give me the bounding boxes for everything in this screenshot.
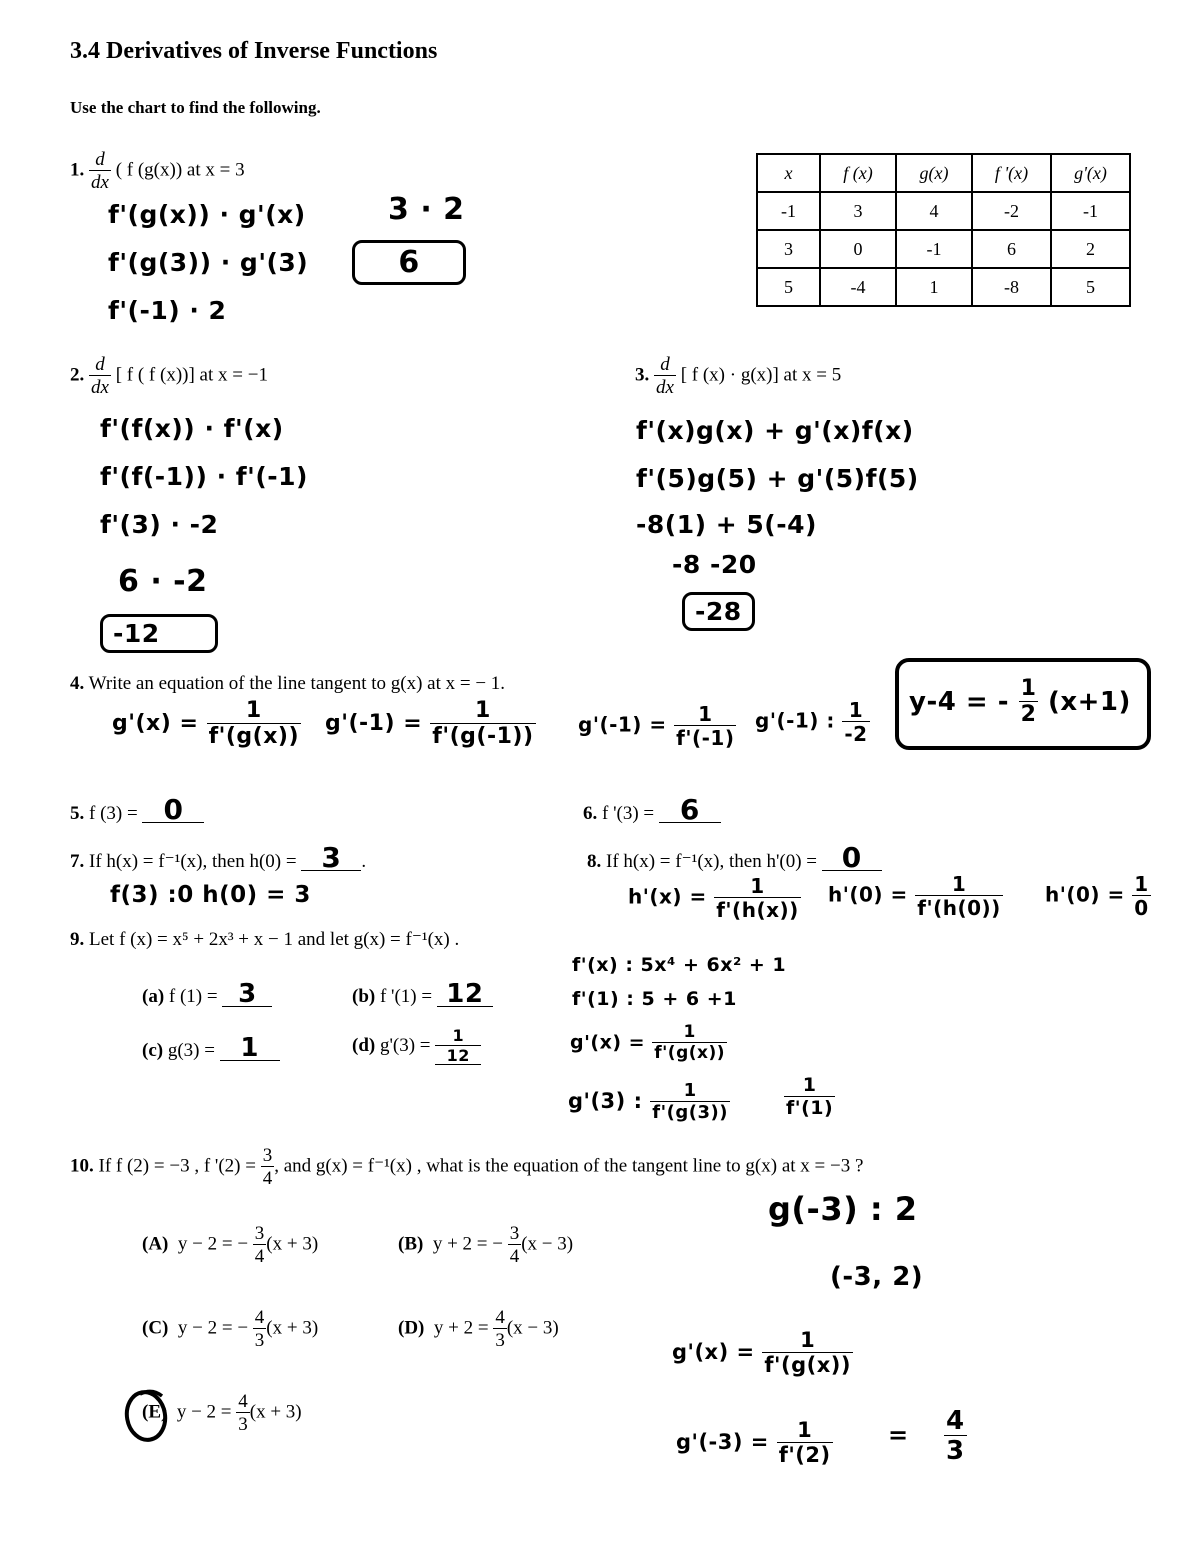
- chart-header: f (x): [820, 154, 896, 192]
- question-text: Write an equation of the line tangent to g(x) at x = − 1.: [88, 673, 506, 694]
- work-line: f'(f(-1)) · f'(-1): [100, 462, 308, 491]
- frac-bottom: 4: [509, 1246, 520, 1267]
- answer-blank: 0: [142, 798, 204, 823]
- frac-top: 3: [254, 1223, 265, 1244]
- question-8: [587, 841, 882, 874]
- work-fraction: [762, 1330, 853, 1376]
- frac-top: 3: [262, 1145, 273, 1166]
- work-text: =: [888, 1421, 909, 1449]
- question-3: [635, 355, 841, 397]
- chart-cell: 6: [972, 230, 1051, 268]
- choice-label: (A): [142, 1233, 169, 1255]
- choice-label: (D): [398, 1317, 425, 1339]
- work-fraction: [674, 704, 736, 748]
- answer-text: y-4 = -: [909, 687, 1010, 717]
- work-line: (-3, 2): [830, 1262, 924, 1292]
- answer-fraction: [1019, 678, 1039, 726]
- question-7: [70, 841, 367, 874]
- frac-bottom: f'(g(-1)): [432, 724, 534, 749]
- work-fraction: [714, 876, 801, 920]
- answer-blank: 6: [659, 798, 721, 823]
- frac-bottom: dx: [91, 377, 109, 398]
- frac-top: 3: [509, 1223, 520, 1244]
- work-line: [628, 876, 801, 920]
- choice-fraction: [253, 1308, 267, 1350]
- question-expression: [ f (x) · g(x)] at x = 5: [680, 364, 842, 386]
- choice-text: y − 2 = −: [177, 1317, 249, 1339]
- chart-header: g'(x): [1051, 154, 1130, 192]
- work-line: f'(g(x)) · g'(x): [108, 200, 306, 229]
- frac-bottom: f'(g(x)): [208, 724, 300, 749]
- chart-cell: -1: [757, 192, 820, 230]
- selected-answer-circle: [122, 1386, 174, 1448]
- work-fraction: [207, 700, 301, 748]
- frac-bottom: f'(2): [778, 1443, 831, 1467]
- choice-label: (C): [142, 1317, 169, 1339]
- choice-text: y − 2 =: [176, 1401, 232, 1423]
- question-9: [70, 928, 459, 952]
- choice-d[interactable]: [398, 1308, 559, 1350]
- work-line: f'(f(x)) · f'(x): [100, 414, 284, 443]
- frac-top: 1: [784, 1076, 835, 1097]
- derivative-operator: [89, 355, 111, 397]
- question-number: 2.: [70, 364, 85, 386]
- answer-box: -12: [100, 614, 218, 653]
- work-text: g'(x) =: [570, 1031, 646, 1054]
- frac-bottom: 3: [254, 1330, 265, 1351]
- frac-bottom: 4: [262, 1168, 273, 1189]
- work-text: g'(-3) =: [676, 1430, 769, 1454]
- question-number: 5.: [70, 803, 85, 824]
- choice-text: (x − 3): [521, 1233, 574, 1255]
- value-chart: [756, 153, 1131, 307]
- chart-cell: 2: [1051, 230, 1130, 268]
- frac-top: d: [89, 150, 111, 171]
- frac-top: 1: [674, 704, 736, 726]
- frac-top: d: [89, 355, 111, 376]
- choice-text: (x − 3): [506, 1317, 559, 1339]
- work-text: g'(-1) :: [755, 708, 835, 733]
- frac-bottom: f'(h(0)): [917, 896, 1001, 920]
- work-line: f'(-1) · 2: [108, 296, 227, 325]
- chart-cell: 0: [820, 230, 896, 268]
- frac-bottom: f'(g(3)): [652, 1102, 728, 1123]
- answer-blank: 12: [437, 982, 493, 1007]
- work-line: [325, 700, 536, 748]
- part-label: (d): [352, 1034, 376, 1056]
- chart-row: [757, 192, 1130, 230]
- question-end: .: [361, 851, 367, 872]
- work-line: f'(5)g(5) + g'(5)f(5): [636, 464, 919, 493]
- work-fraction: [650, 1082, 730, 1122]
- work-line: -8 -20: [672, 550, 757, 579]
- chart-header: g(x): [896, 154, 972, 192]
- frac-bottom: dx: [656, 377, 674, 398]
- work-line: [568, 1082, 730, 1122]
- part-label: (a): [142, 986, 165, 1007]
- question-text: , and g(x) = f⁻¹(x) , what is the equation of the tangent line to g(x) at x = −3 ?: [274, 1155, 864, 1177]
- frac-top: 4: [238, 1391, 248, 1412]
- work-line: [755, 700, 870, 744]
- frac-top: 1: [777, 1420, 833, 1443]
- answer-fraction: [435, 1028, 481, 1065]
- work-line: [676, 1420, 833, 1466]
- chart-cell: 1: [896, 268, 972, 306]
- choice-text: y + 2 =: [433, 1317, 489, 1339]
- choice-label: (B): [398, 1233, 424, 1255]
- work-text: h'(0) =: [828, 882, 908, 907]
- chart-header: x: [757, 154, 820, 192]
- choice-text: y − 2 = −: [177, 1233, 249, 1255]
- answer-box: -28: [682, 592, 755, 631]
- question-4: [70, 672, 505, 696]
- question-fraction: [261, 1146, 275, 1188]
- frac-top: 1: [714, 876, 801, 898]
- work-line: 6 · -2: [118, 564, 208, 599]
- work-line: f'(1) : 5 + 6 +1: [572, 988, 737, 1010]
- question-text: If f (2) = −3 , f '(2) =: [98, 1155, 256, 1177]
- work-line: f(3) :0 h(0) = 3: [110, 882, 311, 908]
- choice-b[interactable]: [398, 1224, 573, 1266]
- frac-top: 4: [946, 1406, 965, 1436]
- frac-bottom: dx: [91, 172, 109, 193]
- part-expression: g(3) =: [167, 1040, 215, 1061]
- frac-bottom: f'(g(x)): [654, 1043, 726, 1063]
- frac-top: 1: [1134, 872, 1149, 896]
- question-number: 3.: [635, 364, 650, 386]
- question-number: 9.: [70, 929, 85, 950]
- choice-text: y + 2 = −: [432, 1233, 503, 1255]
- choice-a[interactable]: [142, 1224, 318, 1266]
- part-expression: g'(3) =: [379, 1034, 431, 1056]
- answer-blank: 3: [301, 846, 361, 871]
- choice-fraction: [493, 1308, 507, 1350]
- answer-blank: 1: [220, 1036, 280, 1061]
- frac-top: 4: [495, 1307, 505, 1328]
- choice-text: (x + 3): [266, 1233, 319, 1255]
- chart-row: [757, 230, 1130, 268]
- work-text: g'(-1) =: [325, 711, 423, 736]
- work-line: [578, 704, 736, 748]
- work-line: [672, 1330, 853, 1376]
- question-expression: If h(x) = f⁻¹(x), then h'(0) =: [606, 851, 817, 872]
- frac-top: 1: [652, 1024, 727, 1043]
- question-2: [70, 355, 268, 397]
- frac-top: 1: [915, 874, 1003, 896]
- derivative-operator: [89, 150, 111, 192]
- frac-top: 1: [650, 1082, 730, 1102]
- chart-cell: -8: [972, 268, 1051, 306]
- answer-box: [895, 658, 1151, 750]
- answer-box: 6: [352, 240, 466, 285]
- frac-bottom: 3: [238, 1414, 248, 1435]
- frac-top: 1: [1020, 676, 1037, 701]
- work-fraction: [430, 700, 535, 748]
- work-text: g'(x) =: [112, 711, 199, 736]
- work-text: g'(x) =: [672, 1340, 755, 1364]
- chart-cell: -2: [972, 192, 1051, 230]
- chart-cell: 4: [896, 192, 972, 230]
- derivative-operator: [654, 355, 676, 397]
- question-expression: f (3) =: [89, 803, 138, 824]
- chart-cell: 5: [757, 268, 820, 306]
- choice-text: (x + 3): [266, 1317, 319, 1339]
- question-text: Let f (x) = x⁵ + 2x³ + x − 1 and let g(x) = f⁻¹(x) .: [89, 929, 460, 950]
- question-number: 10.: [70, 1155, 94, 1177]
- question-10: [70, 1146, 863, 1188]
- work-fraction: [652, 1024, 727, 1062]
- part-expression: f '(1) =: [379, 986, 433, 1007]
- work-line: -8(1) + 5(-4): [636, 510, 817, 539]
- choice-text: (x + 3): [249, 1401, 302, 1423]
- work-line: [888, 1408, 967, 1464]
- work-text: h'(0) =: [1045, 882, 1125, 907]
- question-number: 7.: [70, 851, 85, 872]
- frac-bottom: f'(-1): [676, 726, 735, 750]
- work-fraction: [915, 874, 1003, 918]
- work-line: g(-3) : 2: [768, 1190, 918, 1228]
- frac-bottom: 12: [446, 1046, 470, 1065]
- part-label: (b): [352, 986, 376, 1007]
- question-6: [583, 793, 721, 826]
- frac-bottom: -2: [844, 722, 868, 746]
- chart-row: [757, 268, 1130, 306]
- answer-blank: 3: [222, 982, 272, 1007]
- question-9d: [352, 1028, 481, 1065]
- frac-bottom: 3: [495, 1330, 505, 1351]
- chart-cell: 5: [1051, 268, 1130, 306]
- question-1: [70, 150, 245, 192]
- frac-top: 1: [207, 700, 301, 724]
- work-line: f'(3) · -2: [100, 510, 219, 539]
- part-label: (c): [142, 1040, 164, 1061]
- frac-top: d: [654, 355, 676, 376]
- work-line: f'(x) : 5x⁴ + 6x² + 1: [572, 954, 787, 976]
- choice-fraction: [508, 1224, 522, 1266]
- choice-fraction: [253, 1224, 267, 1266]
- work-line: [828, 874, 1003, 918]
- frac-bottom: f'(1): [786, 1097, 834, 1119]
- answer-blank: 0: [822, 846, 882, 871]
- work-line: [1045, 874, 1151, 918]
- frac-top: 1: [762, 1330, 853, 1353]
- work-fraction: [784, 1076, 835, 1118]
- work-text: g'(3) :: [568, 1089, 643, 1113]
- work-fraction: [777, 1420, 833, 1466]
- frac-bottom: f'(h(x)): [716, 898, 799, 922]
- work-fraction: [1132, 874, 1150, 918]
- question-expression: [ f ( f (x))] at x = −1: [115, 364, 268, 386]
- question-number: 4.: [70, 673, 85, 694]
- question-number: 1.: [70, 159, 85, 181]
- work-line: [784, 1076, 835, 1118]
- frac-bottom: 3: [946, 1436, 965, 1466]
- question-5: [70, 793, 204, 826]
- work-text: g'(-1) =: [578, 712, 667, 737]
- frac-top: 1: [842, 700, 869, 722]
- choice-fraction: [236, 1392, 250, 1434]
- chart-header-row: [757, 154, 1130, 192]
- question-9c: [142, 1033, 280, 1063]
- question-expression: ( f (g(x)) at x = 3: [115, 159, 245, 181]
- frac-bottom: 0: [1134, 896, 1149, 920]
- work-line: [112, 700, 301, 748]
- question-number: 6.: [583, 803, 598, 824]
- chart-cell: -4: [820, 268, 896, 306]
- frac-bottom: 4: [254, 1246, 265, 1267]
- frac-bottom: 2: [1020, 702, 1037, 727]
- work-line: f'(g(3)) · g'(3): [108, 248, 309, 277]
- chart-cell: -1: [1051, 192, 1130, 230]
- work-text: h'(x) =: [628, 884, 707, 909]
- answer-text: (x+1): [1047, 687, 1131, 717]
- chart-cell: -1: [896, 230, 972, 268]
- instructions: Use the chart to find the following.: [70, 98, 321, 117]
- question-expression: If h(x) = f⁻¹(x), then h(0) =: [89, 851, 297, 872]
- chart-header: f '(x): [972, 154, 1051, 192]
- frac-top: 1: [430, 700, 535, 724]
- choice-label: (E): [142, 1401, 168, 1423]
- chart-cell: 3: [820, 192, 896, 230]
- question-number: 8.: [587, 851, 602, 872]
- work-line: f'(x)g(x) + g'(x)f(x): [636, 416, 914, 445]
- work-fraction: [944, 1408, 967, 1464]
- page-title: 3.4 Derivatives of Inverse Functions: [70, 38, 438, 64]
- frac-bottom: f'(g(x)): [764, 1353, 851, 1377]
- chart-cell: 3: [757, 230, 820, 268]
- frac-top: 1: [435, 1028, 481, 1046]
- choice-c[interactable]: [142, 1308, 318, 1350]
- frac-top: 4: [254, 1307, 265, 1328]
- work-line: [570, 1024, 727, 1062]
- question-9a: [142, 979, 272, 1009]
- part-expression: f (1) =: [168, 986, 218, 1007]
- work-line: 3 · 2: [388, 192, 465, 227]
- question-expression: f '(3) =: [602, 803, 655, 824]
- question-9b: [352, 979, 493, 1009]
- work-fraction: [842, 700, 869, 744]
